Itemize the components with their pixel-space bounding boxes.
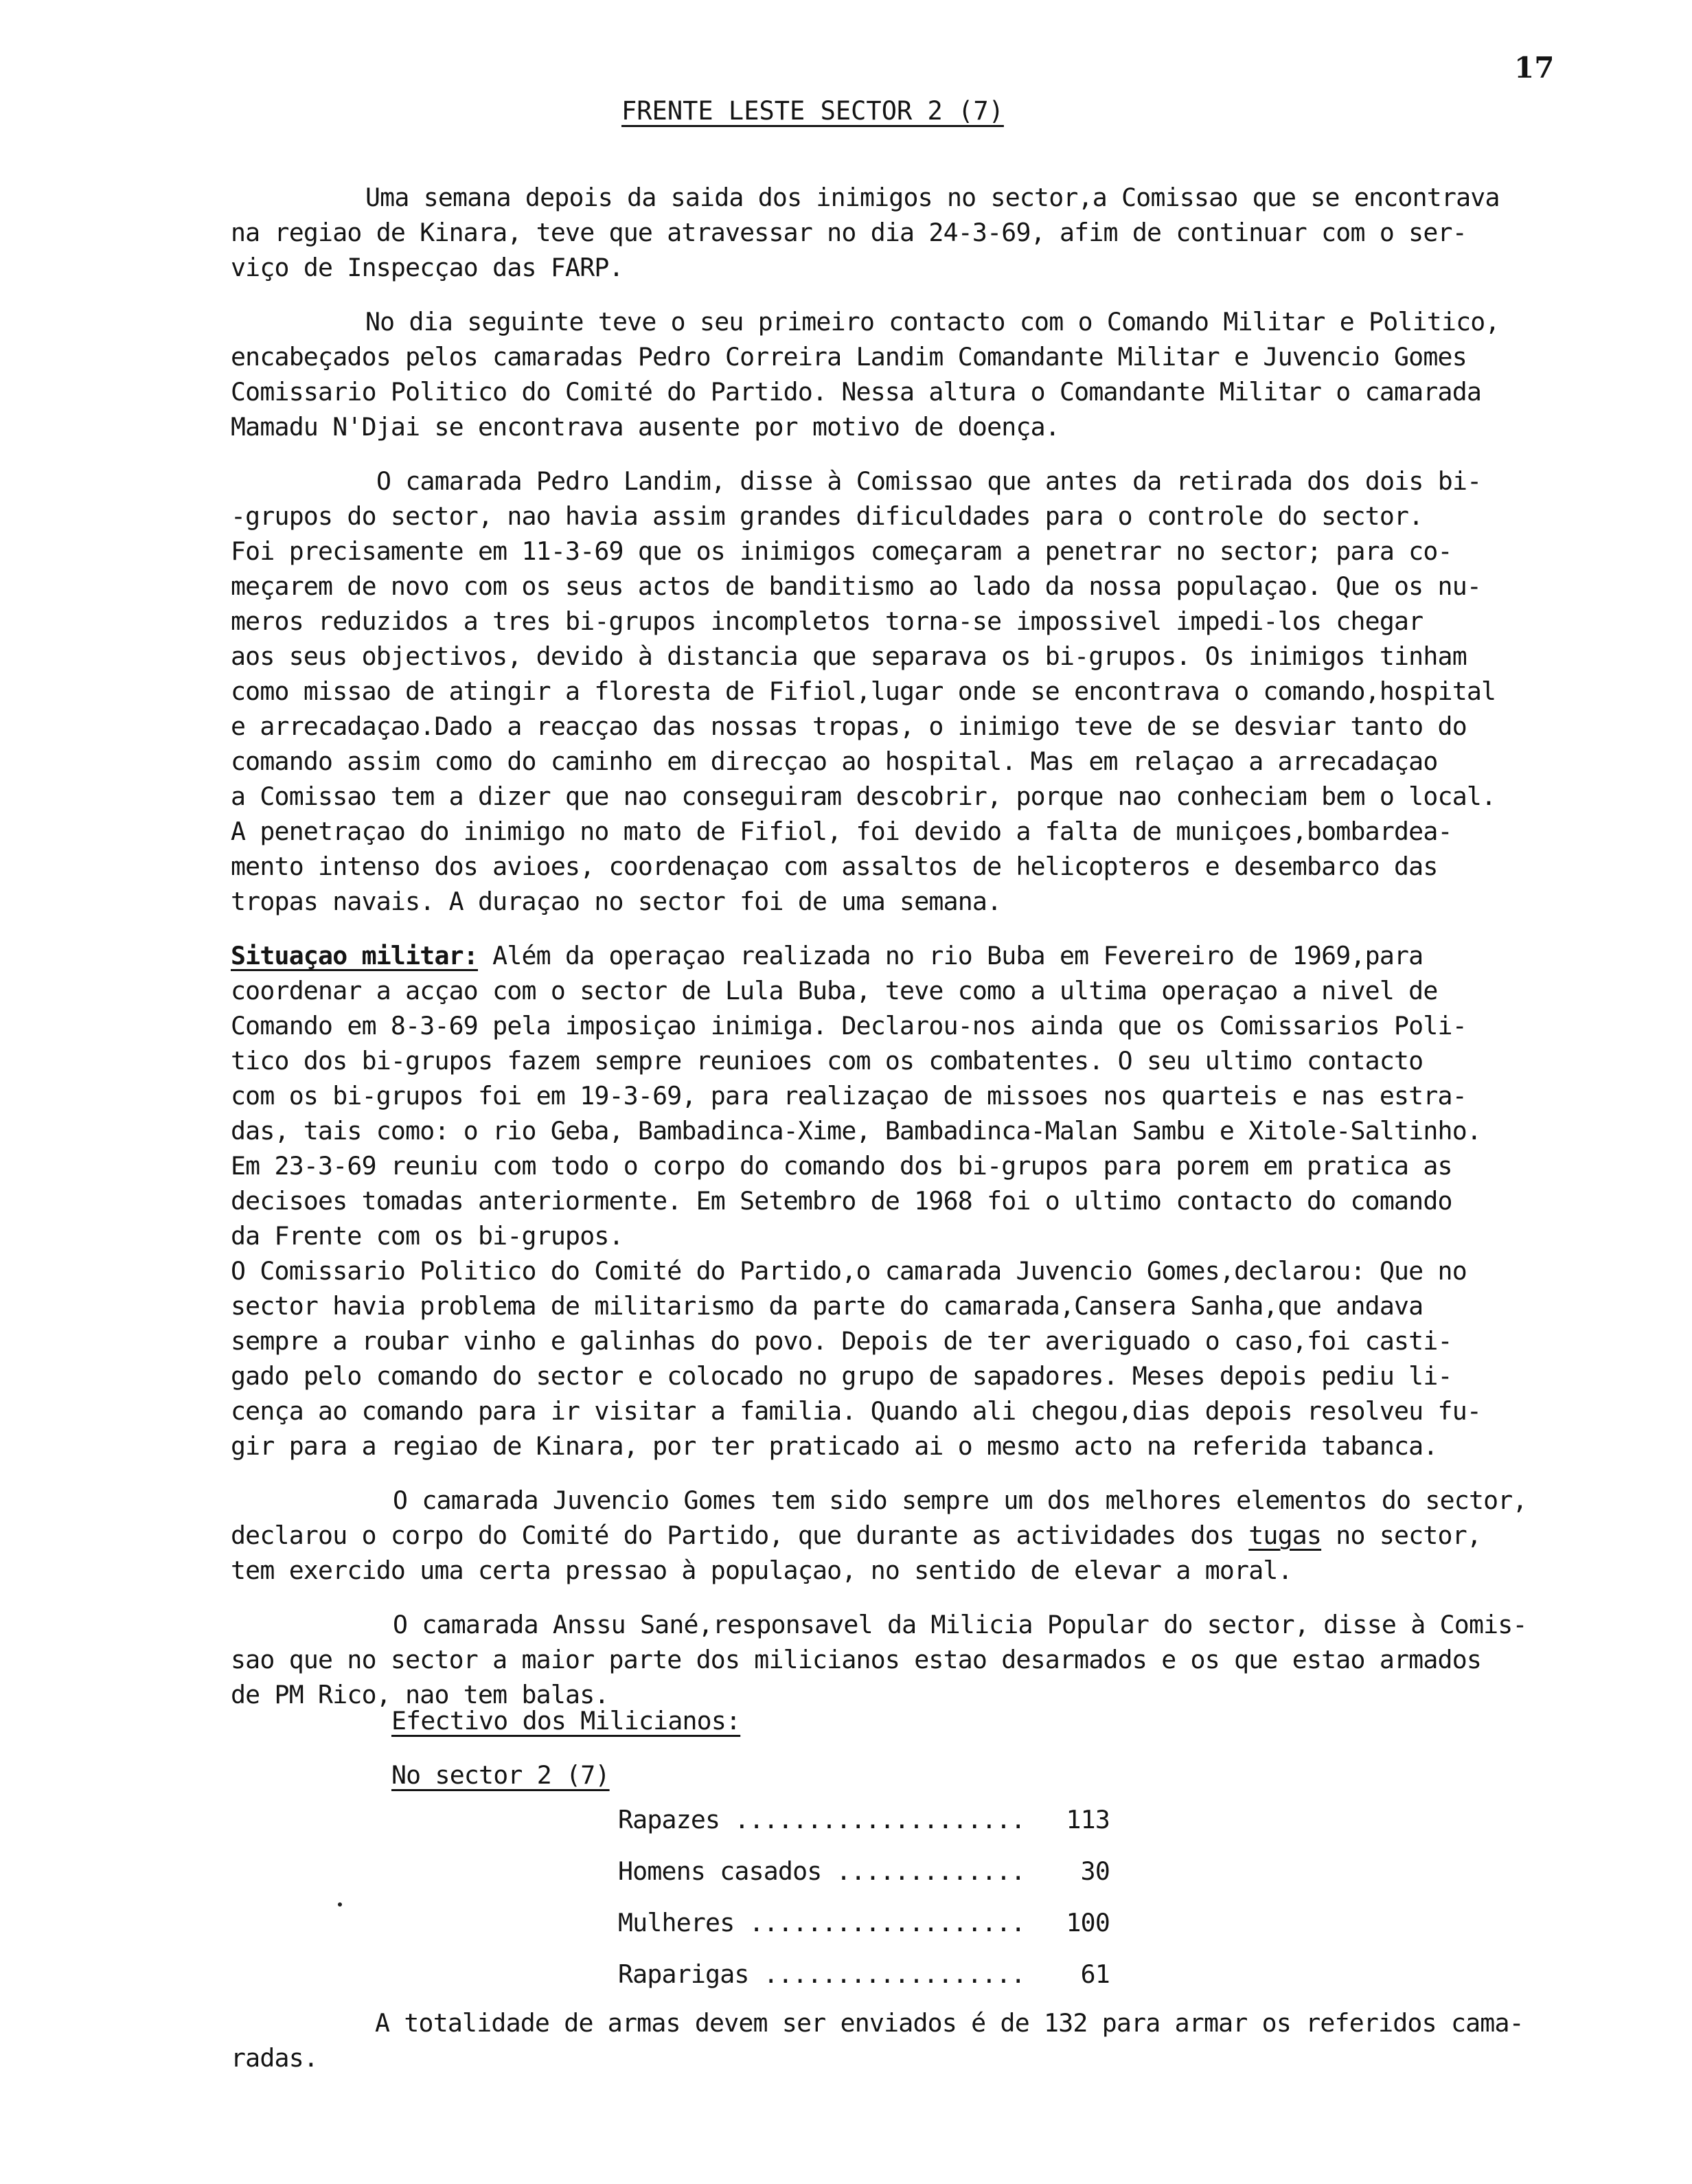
text-line: na regiao de Kinara, teve que atravessar no dia 24-3-69, afim de continuar com o ser- [231, 218, 1467, 247]
text-line: O camarada Pedro Landim, disse à Comissao que antes da retirada dos dois bi- [376, 466, 1482, 496]
text-line: das, tais como: o rio Geba, Bambadinca-Xime, Bambadinca-Malan Sambu e Xitole-Saltinho. [231, 1116, 1482, 1146]
efectivo-heading: Efectivo dos Milicianos: [391, 1706, 741, 1736]
table-row [618, 1897, 1195, 1948]
paragraph-6 [231, 1483, 1632, 1588]
text-line: O camarada Juvencio Gomes tem sido sempre um dos melhores elementos do sector, [393, 1486, 1527, 1515]
milicianos-table [618, 1794, 1195, 2000]
text-line: coordenar a acçao com o sector de Lula Buba, teve como a ultima operaçao a nivel de [231, 976, 1438, 1005]
text-line: de PM Rico, nao tem balas. [231, 1680, 609, 1709]
row-value: 113 [1066, 1805, 1110, 1834]
text-line: como missao de atingir a floresta de Fifiol,lugar onde se encontrava o comando,hospital [231, 676, 1496, 706]
text-line: No dia seguinte teve o seu primeiro contacto com o Comando Militar e Politico, [365, 307, 1500, 337]
table-row [618, 1845, 1195, 1897]
text-line: Uma semana depois da saida dos inimigos no sector,a Comissao que se encontrava [365, 183, 1500, 212]
paragraph-1 [231, 180, 1632, 285]
text-line: Foi precisamente em 11-3-69 que os inimigos começaram a penetrar no sector; para co- [231, 536, 1452, 566]
text-line: e arrecadaçao.Dado a reacçao das nossas tropas, o inimigo teve de se desviar tanto do [231, 712, 1467, 741]
sector-heading-block [391, 1760, 610, 1790]
text-line: -grupos do sector, nao havia assim grandes dificuldades para o controle do sector. [231, 501, 1424, 531]
paragraph-7 [231, 1607, 1632, 1712]
text-line: meros reduzidos a tres bi-grupos incompletos torna-se impossivel impedi-los chegar [231, 606, 1424, 636]
section-label: Situaçao militar: [231, 941, 478, 970]
text-line: sector havia problema de militarismo da parte do camarada,Cansera Sanha,que andava [231, 1291, 1424, 1321]
text-line: encabeçados pelos camaradas Pedro Correira Landim Comandante Militar e Juvencio Gomes [231, 342, 1467, 372]
row-label: Mulheres ................... [618, 1908, 1025, 1937]
text-line: Comissario Politico do Comité do Partido. Nessa altura o Comandante Militar o camarada [231, 377, 1482, 407]
text-line: aos seus objectivos, devido à distancia que separava os bi-grupos. Os inimigos tinham [231, 641, 1467, 671]
text-line: com os bi-grupos foi em 19-3-69, para realizaçao de missoes nos quarteis e nas estra- [231, 1081, 1467, 1111]
row-value: 61 [1080, 1959, 1110, 1989]
text-line: tico dos bi-grupos fazem sempre reunioes com os combatentes. O seu ultimo contacto [231, 1046, 1424, 1076]
paragraph-3 [231, 464, 1632, 919]
text-line [231, 938, 1632, 973]
text-line: gir para a regiao de Kinara, por ter praticado ai o mesmo acto na referida tabanca. [231, 1431, 1438, 1461]
text-segment: no sector, [1321, 1521, 1482, 1550]
text-line: tropas navais. A duraçao no sector foi de uma semana. [231, 887, 1002, 916]
text-line: sempre a roubar vinho e galinhas do povo. Depois de ter averiguado o caso,foi casti- [231, 1326, 1452, 1356]
table-row [618, 1948, 1195, 2000]
text-line: decisoes tomadas anteriormente. Em Setembro de 1968 foi o ultimo contacto do comando [231, 1186, 1452, 1216]
sector-heading: No sector 2 (7) [391, 1760, 610, 1790]
efectivo-heading-block [391, 1706, 740, 1736]
text-line: viço de Inspecçao das FARP. [231, 253, 624, 282]
text-segment: Além da operaçao realizada no rio Buba em Fevereiro de 1969,para [477, 941, 1424, 970]
text-line: cença ao comando para ir visitar a familia. Quando ali chegou,dias depois resolveu fu- [231, 1396, 1482, 1426]
text-line: Comando em 8-3-69 pela imposiçao inimiga. Declarou-nos ainda que os Comissarios Poli- [231, 1011, 1467, 1040]
paragraph-5 [231, 1253, 1632, 1464]
document-body [231, 180, 1632, 1712]
text-line: da Frente com os bi-grupos. [231, 1221, 624, 1251]
underlined-word: tugas [1248, 1521, 1322, 1550]
row-label: Raparigas .................. [618, 1959, 1025, 1989]
text-segment: declarou o corpo do Comité do Partido, que durante as actividades dos [231, 1521, 1249, 1550]
scan-speck [338, 1902, 342, 1907]
closing-paragraph [231, 2005, 1632, 2075]
paragraph-situacao-militar [231, 938, 1632, 1253]
text-line: a Comissao tem a dizer que nao conseguiram descobrir, porque nao conheciam bem o local. [231, 782, 1496, 811]
text-line: Mamadu N'Djai se encontrava ausente por motivo de doença. [231, 412, 1060, 442]
text-line: tem exercido uma certa pressao à populaçao, no sentido de elevar a moral. [231, 1556, 1292, 1585]
page-number: 17 [1514, 51, 1555, 84]
text-line: A totalidade de armas devem ser enviados é de 132 para armar os referidos cama- [375, 2008, 1524, 2038]
row-label: Rapazes .................... [618, 1805, 1025, 1834]
row-value: 100 [1066, 1908, 1110, 1937]
text-line: meçarem de novo com os seus actos de banditismo ao lado da nossa populaçao. Que os nu- [231, 571, 1482, 601]
row-value: 30 [1080, 1856, 1110, 1886]
row-label: Homens casados ............. [618, 1856, 1025, 1886]
paragraph-2 [231, 304, 1632, 444]
table-row [618, 1794, 1195, 1845]
text-line: sao que no sector a maior parte dos milicianos estao desarmados e os que estao armados [231, 1645, 1482, 1674]
text-line: A penetraçao do inimigo no mato de Fifiol, foi devido a falta de muniçoes,bombardea- [231, 817, 1452, 846]
text-line: gado pelo comando do sector e colocado no grupo de sapadores. Meses depois pediu li- [231, 1361, 1452, 1391]
text-line: Em 23-3-69 reuniu com todo o corpo do comando dos bi-grupos para porem em pratica as [231, 1151, 1452, 1181]
text-line: O Comissario Politico do Comité do Partido,o camarada Juvencio Gomes,declarou: Que no [231, 1256, 1467, 1286]
text-line: radas. [231, 2043, 319, 2073]
text-line: O camarada Anssu Sané,responsavel da Milicia Popular do sector, disse à Comis- [393, 1610, 1527, 1639]
text-line [231, 1518, 1632, 1553]
text-line: comando assim como do caminho em direcçao ao hospital. Mas em relaçao a arrecadaçao [231, 747, 1438, 776]
page-title: FRENTE LESTE SECTOR 2 (7) [621, 96, 1004, 126]
text-line: mento intenso dos avioes, coordenaçao com assaltos de helicopteros e desembarco das [231, 852, 1438, 881]
